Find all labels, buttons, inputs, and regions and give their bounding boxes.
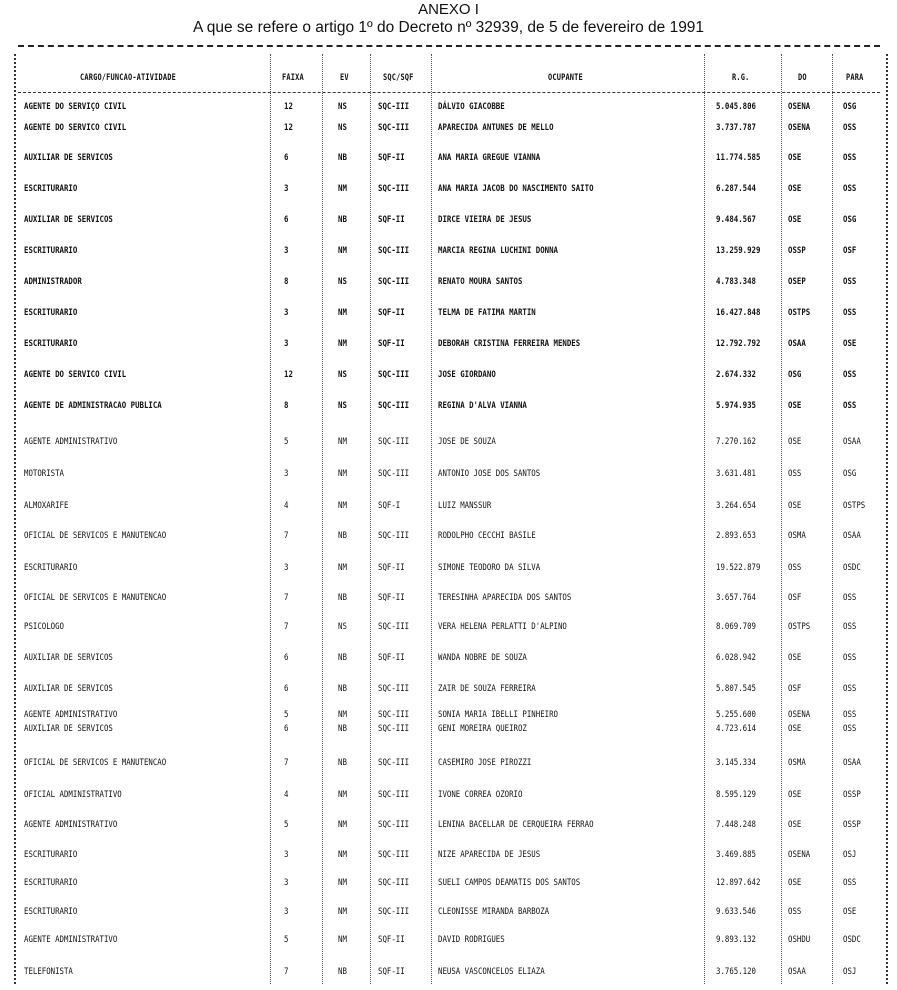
cell-ocupante: REGINA D'ALVA VIANNA <box>438 401 527 411</box>
cell-ev: NM <box>338 935 347 945</box>
cell-de: OSS <box>788 563 802 573</box>
cell-rg: 16.427.848 <box>716 308 761 318</box>
cell-para: OSE <box>843 339 857 349</box>
cell-sqc: SQC-III <box>378 907 410 917</box>
cell-ev: NM <box>338 850 347 860</box>
column-header-do: DO <box>798 73 807 83</box>
cell-cargo: ADMINISTRADOR <box>24 277 82 287</box>
cell-rg: 8.595.129 <box>716 790 757 800</box>
cell-faixa: 4 <box>284 790 289 800</box>
cell-de: OSE <box>788 215 802 225</box>
cell-sqc: SQC-III <box>378 710 410 720</box>
cell-sqc: SQF-I <box>378 501 401 511</box>
cell-faixa: 3 <box>284 563 289 573</box>
cell-para: OSS <box>843 622 857 632</box>
cell-rg: 9.633.546 <box>716 907 757 917</box>
cell-faixa: 5 <box>284 935 289 945</box>
cell-cargo: AGENTE DO SERVICO CIVIL <box>24 123 127 133</box>
cell-rg: 7.270.162 <box>716 437 757 447</box>
table-row <box>0 530 897 542</box>
cell-sqc: SQC-III <box>378 758 410 768</box>
cell-sqc: SQF-II <box>378 593 405 603</box>
cell-de: OSSP <box>788 246 806 256</box>
cell-ev: NS <box>338 277 347 287</box>
cell-faixa: 3 <box>284 184 289 194</box>
cell-ocupante: ANA MARIA JACOB DO NASCIMENTO SAITO <box>438 184 594 194</box>
cell-para: OSF <box>843 246 857 256</box>
cell-de: OSE <box>788 653 802 663</box>
cell-de: OSE <box>788 501 802 511</box>
cell-para: OSG <box>843 469 857 479</box>
cell-ocupante: WANDA NOBRE DE SOUZA <box>438 653 527 663</box>
column-header-faixa: FAIXA <box>282 73 304 83</box>
cell-sqc: SQC-III <box>378 246 410 256</box>
cell-cargo: OFICIAL DE SERVICOS E MANUTENCAO <box>24 758 167 768</box>
cell-ocupante: CLEONISSE MIRANDA BARBOZA <box>438 907 550 917</box>
cell-cargo: OFICIAL DE SERVICOS E MANUTENCAO <box>24 593 167 603</box>
cell-cargo: AGENTE ADMINISTRATIVO <box>24 935 118 945</box>
cell-cargo: ESCRITURARIO <box>24 339 78 349</box>
table-row <box>0 276 897 288</box>
cell-rg: 5.255.600 <box>716 710 757 720</box>
cell-ocupante: GENI MOREIRA QUEIROZ <box>438 724 527 734</box>
cell-de: OSE <box>788 153 802 163</box>
cell-ocupante: DAVID RODRIGUES <box>438 935 505 945</box>
cell-faixa: 7 <box>284 967 289 977</box>
cell-para: OSAA <box>843 437 861 447</box>
cell-faixa: 5 <box>284 820 289 830</box>
cell-sqc: SQF-II <box>378 935 405 945</box>
cell-rg: 2.674.332 <box>716 370 757 380</box>
cell-rg: 6.287.544 <box>716 184 757 194</box>
cell-faixa: 12 <box>284 102 293 112</box>
table-row <box>0 562 897 574</box>
cell-ocupante: RODOLPHO CECCHI BASILE <box>438 531 536 541</box>
cell-ev: NM <box>338 820 347 830</box>
cell-faixa: 7 <box>284 622 289 632</box>
cell-faixa: 12 <box>284 370 293 380</box>
cell-sqc: SQC-III <box>378 684 410 694</box>
cell-ev: NB <box>338 684 347 694</box>
cell-rg: 4.723.614 <box>716 724 757 734</box>
cell-ev: NM <box>338 469 347 479</box>
cell-sqc: SQC-III <box>378 790 410 800</box>
cell-sqc: SQC-III <box>378 850 410 860</box>
cell-cargo: ALMOXARIFE <box>24 501 69 511</box>
cell-de: OSENA <box>788 710 811 720</box>
cell-sqc: SQC-III <box>378 370 410 380</box>
cell-para: OSSP <box>843 790 861 800</box>
table-row <box>0 621 897 633</box>
table-row <box>0 307 897 319</box>
cell-ev: NM <box>338 246 347 256</box>
cell-para: OSS <box>843 370 857 380</box>
cell-para: OSAA <box>843 531 861 541</box>
cell-rg: 4.783.348 <box>716 277 757 287</box>
cell-faixa: 3 <box>284 850 289 860</box>
cell-ocupante: SIMONE TEODORO DA SILVA <box>438 563 541 573</box>
cell-ocupante: ZAIR DE SOUZA FERREIRA <box>438 684 536 694</box>
table-row <box>0 500 897 512</box>
cell-cargo: ESCRITURARIO <box>24 308 78 318</box>
cell-para: OSS <box>843 710 857 720</box>
cell-ev: NM <box>338 501 347 511</box>
cell-sqc: SQC-III <box>378 277 410 287</box>
cell-sqc: SQF-II <box>378 653 405 663</box>
cell-faixa: 8 <box>284 401 289 411</box>
cell-de: OSAA <box>788 339 806 349</box>
cell-rg: 13.259.929 <box>716 246 761 256</box>
cell-ocupante: APARECIDA ANTUNES DE MELLO <box>438 123 554 133</box>
cell-rg: 12.792.792 <box>716 339 761 349</box>
cell-cargo: ESCRITURARIO <box>24 246 78 256</box>
cell-cargo: ESCRITURARIO <box>24 850 78 860</box>
table-row <box>0 683 897 695</box>
cell-faixa: 4 <box>284 501 289 511</box>
cell-ev: NM <box>338 437 347 447</box>
cell-ocupante: DEBORAH CRISTINA FERREIRA MENDES <box>438 339 581 349</box>
cell-de: OSS <box>788 907 802 917</box>
cell-de: OSF <box>788 684 802 694</box>
cell-cargo: AUXILIAR DE SERVICOS <box>24 153 113 163</box>
cell-sqc: SQC-III <box>378 184 410 194</box>
cell-para: OSG <box>843 215 857 225</box>
cell-sqc: SQC-III <box>378 820 410 830</box>
cell-cargo: AGENTE ADMINISTRATIVO <box>24 437 118 447</box>
cell-ocupante: DIRCE VIEIRA DE JESUS <box>438 215 532 225</box>
cell-ocupante: JOSE DE SOUZA <box>438 437 496 447</box>
cell-ocupante: JOSE GIORDANO <box>438 370 496 380</box>
table-row <box>0 723 897 735</box>
column-header-sqc: SQC/SQF <box>383 73 414 83</box>
cell-sqc: SQC-III <box>378 123 410 133</box>
cell-ocupante: DÁLVIO GIACOBBE <box>438 102 505 112</box>
cell-faixa: 6 <box>284 684 289 694</box>
top-rule <box>18 45 880 47</box>
cell-faixa: 7 <box>284 758 289 768</box>
cell-faixa: 12 <box>284 123 293 133</box>
cell-sqc: SQC-III <box>378 437 410 447</box>
cell-ocupante: SONIA MARIA IBELLI PINHEIRO <box>438 710 558 720</box>
cell-faixa: 5 <box>284 437 289 447</box>
cell-cargo: AGENTE DE ADMINISTRACAO PUBLICA <box>24 401 162 411</box>
cell-faixa: 6 <box>284 724 289 734</box>
table-row <box>0 183 897 195</box>
cell-cargo: AUXILIAR DE SERVICOS <box>24 653 113 663</box>
cell-rg: 5.974.935 <box>716 401 757 411</box>
cell-rg: 3.657.764 <box>716 593 757 603</box>
cell-sqc: SQF-II <box>378 308 405 318</box>
cell-ocupante: NEUSA VASCONCELOS ELIAZA <box>438 967 545 977</box>
cell-para: OSS <box>843 878 857 888</box>
cell-de: OSENA <box>788 123 811 133</box>
cell-ev: NM <box>338 878 347 888</box>
cell-ocupante: IVONE CORREA OZORIO <box>438 790 523 800</box>
cell-para: OSE <box>843 907 857 917</box>
cell-ev: NS <box>338 401 347 411</box>
cell-de: OSEP <box>788 277 806 287</box>
cell-para: OSS <box>843 184 857 194</box>
table-row <box>0 877 897 889</box>
cell-para: OSTPS <box>843 501 866 511</box>
cell-de: OSENA <box>788 102 811 112</box>
cell-sqc: SQC-III <box>378 531 410 541</box>
cell-ev: NB <box>338 153 347 163</box>
cell-de: OSAA <box>788 967 806 977</box>
cell-rg: 6.028.942 <box>716 653 757 663</box>
cell-ev: NM <box>338 710 347 720</box>
cell-ev: NS <box>338 370 347 380</box>
cell-ev: NB <box>338 531 347 541</box>
cell-de: OSE <box>788 437 802 447</box>
cell-cargo: ESCRITURARIO <box>24 878 78 888</box>
table-row <box>0 122 897 134</box>
cell-faixa: 3 <box>284 246 289 256</box>
cell-para: OSJ <box>843 967 857 977</box>
cell-faixa: 6 <box>284 215 289 225</box>
cell-sqc: SQF-II <box>378 339 405 349</box>
header-rule <box>18 92 880 93</box>
cell-de: OSTPS <box>788 308 811 318</box>
cell-de: OSE <box>788 401 802 411</box>
cell-cargo: TELEFONISTA <box>24 967 73 977</box>
table-row <box>0 709 897 721</box>
cell-ev: NB <box>338 758 347 768</box>
cell-de: OSF <box>788 593 802 603</box>
cell-sqc: SQC-III <box>378 878 410 888</box>
cell-ev: NM <box>338 339 347 349</box>
cell-cargo: AGENTE ADMINISTRATIVO <box>24 710 118 720</box>
table-row <box>0 369 897 381</box>
table-row <box>0 906 897 918</box>
cell-cargo: ESCRITURARIO <box>24 563 78 573</box>
cell-sqc: SQF-II <box>378 153 405 163</box>
cell-ev: NS <box>338 102 347 112</box>
cell-rg: 11.774.585 <box>716 153 761 163</box>
cell-faixa: 3 <box>284 308 289 318</box>
cell-sqc: SQC-III <box>378 401 410 411</box>
cell-de: OSS <box>788 469 802 479</box>
cell-cargo: AUXILIAR DE SERVICOS <box>24 724 113 734</box>
cell-para: OSJ <box>843 850 857 860</box>
cell-para: OSG <box>843 102 857 112</box>
cell-faixa: 6 <box>284 653 289 663</box>
cell-ev: NM <box>338 790 347 800</box>
cell-ev: NB <box>338 593 347 603</box>
cell-rg: 9.484.567 <box>716 215 757 225</box>
cell-para: OSAA <box>843 758 861 768</box>
column-header-rg: R.G. <box>732 73 750 83</box>
cell-rg: 12.897.642 <box>716 878 761 888</box>
cell-sqc: SQC-III <box>378 469 410 479</box>
cell-cargo: ESCRITURARIO <box>24 184 78 194</box>
cell-para: OSS <box>843 153 857 163</box>
table-row <box>0 214 897 226</box>
cell-ocupante: ANTONIO JOSE DOS SANTOS <box>438 469 541 479</box>
cell-ocupante: TERESINHA APARECIDA DOS SANTOS <box>438 593 572 603</box>
cell-sqc: SQF-II <box>378 967 405 977</box>
table-row <box>0 592 897 604</box>
cell-faixa: 7 <box>284 593 289 603</box>
cell-de: OSE <box>788 790 802 800</box>
cell-para: OSS <box>843 308 857 318</box>
table-row <box>0 101 897 113</box>
cell-faixa: 6 <box>284 153 289 163</box>
cell-de: OSE <box>788 724 802 734</box>
cell-para: OSS <box>843 593 857 603</box>
cell-de: OSE <box>788 184 802 194</box>
cell-cargo: AUXILIAR DE SERVICOS <box>24 684 113 694</box>
table-row <box>0 819 897 831</box>
table-row <box>0 338 897 350</box>
cell-rg: 19.522.879 <box>716 563 761 573</box>
cell-sqc: SQC-III <box>378 724 410 734</box>
cell-faixa: 3 <box>284 878 289 888</box>
table-row <box>0 934 897 946</box>
column-header-ocupante: OCUPANTE <box>548 73 583 83</box>
cell-rg: 3.469.885 <box>716 850 757 860</box>
cell-ocupante: ANA MARIA GREGUE VIANNA <box>438 153 541 163</box>
cell-sqc: SQF-II <box>378 563 405 573</box>
cell-ocupante: CASEMIRO JOSE PIROZZI <box>438 758 532 768</box>
cell-de: OSHDU <box>788 935 811 945</box>
table-row <box>0 152 897 164</box>
table-row <box>0 652 897 664</box>
table-row <box>0 849 897 861</box>
cell-rg: 2.893.653 <box>716 531 757 541</box>
cell-ev: NM <box>338 563 347 573</box>
table-row <box>0 789 897 801</box>
cell-cargo: ESCRITURARIO <box>24 907 78 917</box>
cell-ocupante: MARCIA REGINA LUCHINI DONNA <box>438 246 558 256</box>
cell-ev: NB <box>338 724 347 734</box>
table-row <box>0 966 897 978</box>
cell-faixa: 8 <box>284 277 289 287</box>
cell-faixa: 5 <box>284 710 289 720</box>
cell-rg: 8.069.709 <box>716 622 757 632</box>
cell-para: OSS <box>843 277 857 287</box>
page-title: ANEXO I <box>418 1 479 18</box>
cell-ocupante: LENINA BACELLAR DE CERQUEIRA FERRAO <box>438 820 594 830</box>
cell-cargo: AGENTE DO SERVICO CIVIL <box>24 370 127 380</box>
cell-faixa: 7 <box>284 531 289 541</box>
cell-faixa: 3 <box>284 469 289 479</box>
cell-rg: 3.765.120 <box>716 967 757 977</box>
cell-rg: 7.448.248 <box>716 820 757 830</box>
cell-sqc: SQF-II <box>378 215 405 225</box>
cell-rg: 9.893.132 <box>716 935 757 945</box>
cell-faixa: 3 <box>284 339 289 349</box>
cell-ev: NM <box>338 907 347 917</box>
cell-ev: NM <box>338 308 347 318</box>
cell-para: OSDC <box>843 935 861 945</box>
cell-de: OSE <box>788 820 802 830</box>
cell-ev: NB <box>338 653 347 663</box>
cell-ocupante: LUIZ MANSSUR <box>438 501 492 511</box>
cell-cargo: OFICIAL DE SERVICOS E MANUTENCAO <box>24 531 167 541</box>
cell-rg: 3.737.787 <box>716 123 757 133</box>
cell-ocupante: NIZE APARECIDA DE JESUS <box>438 850 541 860</box>
cell-ev: NB <box>338 215 347 225</box>
cell-de: OSMA <box>788 531 806 541</box>
table-row <box>0 468 897 480</box>
cell-para: OSDC <box>843 563 861 573</box>
cell-para: OSS <box>843 123 857 133</box>
cell-faixa: 3 <box>284 907 289 917</box>
cell-para: OSS <box>843 653 857 663</box>
cell-de: OSENA <box>788 850 811 860</box>
cell-rg: 3.264.654 <box>716 501 757 511</box>
cell-rg: 5.045.806 <box>716 102 757 112</box>
cell-ocupante: SUELI CAMPOS DEAMATIS DOS SANTOS <box>438 878 581 888</box>
table-row <box>0 436 897 448</box>
cell-para: OSSP <box>843 820 861 830</box>
cell-rg: 3.631.481 <box>716 469 757 479</box>
cell-para: OSS <box>843 724 857 734</box>
cell-ev: NM <box>338 184 347 194</box>
cell-rg: 5.807.545 <box>716 684 757 694</box>
cell-cargo: AUXILIAR DE SERVICOS <box>24 215 113 225</box>
cell-ocupante: TELMA DE FATIMA MARTIN <box>438 308 536 318</box>
cell-de: OSE <box>788 878 802 888</box>
cell-sqc: SQC-III <box>378 622 410 632</box>
cell-ev: NB <box>338 967 347 977</box>
cell-de: OSG <box>788 370 802 380</box>
cell-rg: 3.145.334 <box>716 758 757 768</box>
column-header-para: PARA <box>846 73 864 83</box>
cell-cargo: OFICIAL ADMINISTRATIVO <box>24 790 122 800</box>
cell-de: OSMA <box>788 758 806 768</box>
column-header-cargo: CARGO/FUNCAO-ATIVIDADE <box>80 73 176 83</box>
page-subtitle: A que se refere o artigo 1º do Decreto nº 32939, de 5 de fevereiro de 1991 <box>192 19 705 36</box>
cell-cargo: MOTORISTA <box>24 469 65 479</box>
table-row <box>0 245 897 257</box>
cell-para: OSS <box>843 401 857 411</box>
cell-cargo: AGENTE DO SERVIÇO CIVIL <box>24 102 127 112</box>
cell-ocupante: RENATO MOURA SANTOS <box>438 277 523 287</box>
cell-para: OSS <box>843 684 857 694</box>
cell-ev: NS <box>338 622 347 632</box>
cell-sqc: SQC-III <box>378 102 410 112</box>
table-row <box>0 757 897 769</box>
cell-ocupante: VERA HELENA PERLATTI D'ALPINO <box>438 622 567 632</box>
cell-de: OSTPS <box>788 622 811 632</box>
cell-cargo: PSICOLOGO <box>24 622 65 632</box>
column-header-ev: EV <box>340 73 349 83</box>
cell-cargo: AGENTE ADMINISTRATIVO <box>24 820 118 830</box>
table-row <box>0 400 897 412</box>
cell-ev: NS <box>338 123 347 133</box>
